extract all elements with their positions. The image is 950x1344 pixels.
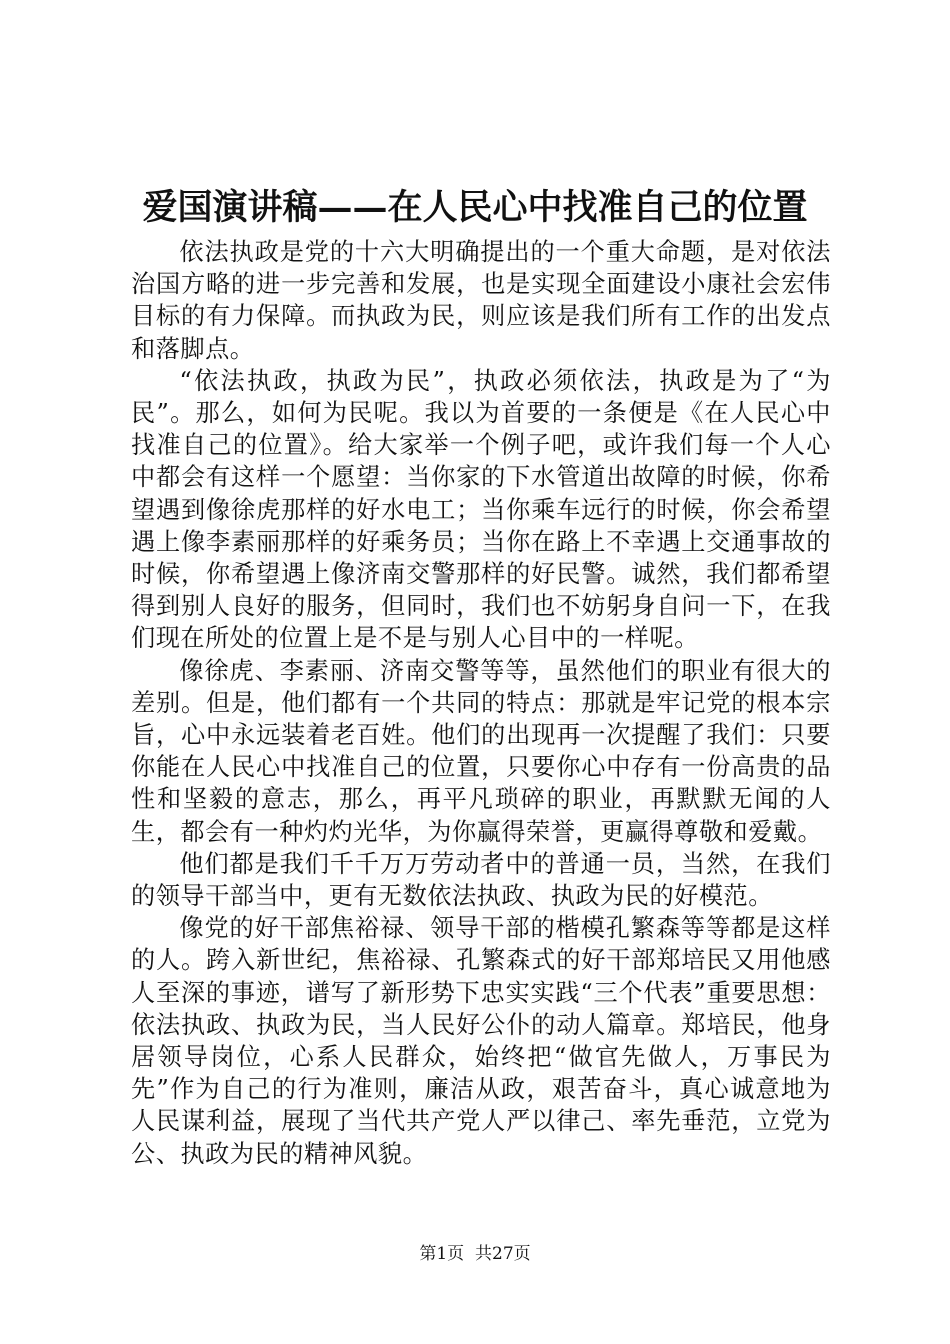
paragraph-4: 他们都是我们千千万万劳动者中的普通一员，当然，在我们的领导干部当中，更有无数依法执政、执政为民的好模范。: [131, 849, 831, 911]
paragraph-1: 依法执政是党的十六大明确提出的一个重大命题，是对依法治国方略的进一步完善和发展，也是实现全面建设小康社会宏伟目标的有力保障。而执政为民，则应该是我们所有工作的出发点和落脚点。: [131, 238, 831, 363]
page-total: 共27页: [475, 1244, 531, 1264]
page-number: 第1页: [419, 1244, 465, 1264]
page-footer: [0, 1243, 950, 1265]
footer-spacer: [464, 1244, 475, 1264]
paragraph-5: 像党的好干部焦裕禄、领导干部的楷模孔繁森等等都是这样的人。跨入新世纪，焦裕禄、孔繁森式的好干部郑培民又用他感人至深的事迹，谱写了新形势下忠实实践“三个代表”重要思想：依法执政、执政为民，当人民好公仆的动人篇章。郑培民，他身居领导岗位，心系人民群众，始终把“做官先做人，万事民为先”作为自己的行为准则，廉洁从政，艰苦奋斗，真心诚意地为人民谋利益，展现了当代共产党人严以律己、率先垂范，立党为公、执政为民的精神风貌。: [131, 914, 831, 1168]
document-body: [131, 236, 831, 1170]
paragraph-2: “依法执政，执政为民”，执政必须依法，执政是为了“为民”。那么，如何为民呢。我以为首要的一条便是《在人民心中找准自己的位置》。给大家举一个例子吧，或许我们每一个人心中都会有这样一个愿望：当你家的下水管道出故障的时候，你希望遇到像徐虎那样的好水电工；当你乘车远行的时候，你会希望遇上像李素丽那样的好乘务员；当你在路上不幸遇上交通事故的时候，你希望遇上像济南交警那样的好民警。诚然，我们都希望得到别人良好的服务，但同时，我们也不妨躬身自问一下，在我们现在所处的位置上是不是与别人心目中的一样呢。: [131, 366, 831, 653]
document-title: 爱国演讲稿——在人民心中找准自己的位置: [142, 187, 808, 228]
paragraph-3: 像徐虎、李素丽、济南交警等等，虽然他们的职业有很大的差别。但是，他们都有一个共同的特点：那就是牢记党的根本宗旨，心中永远装着老百姓。他们的出现再一次提醒了我们：只要你能在人民心中找准自己的位置，只要你心中存有一份高贵的品性和坚毅的意志，那么，再平凡琐碎的职业，再默默无闻的人生，都会有一种灼灼光华，为你赢得荣誉，更赢得尊敬和爱戴。: [131, 656, 831, 846]
